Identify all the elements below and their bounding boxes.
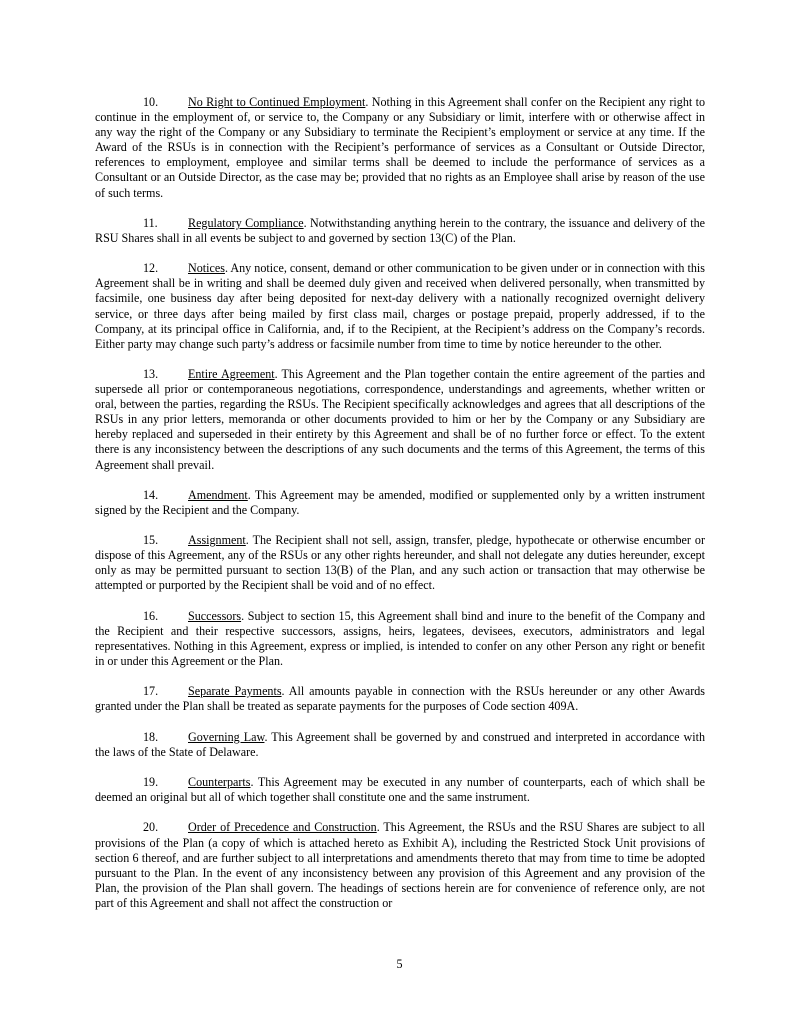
section-text: . The Recipient shall not sell, assign, transfer, pledge, hypothecate or otherwise encumber or dispose of this Agreement, any of the RSUs or any other rights hereunder, and shall not delegate any duties hereunder, except only as may be permitted pursuant to section 13(B) of the Plan, and any such action or transaction that may otherwise be attempted or purported by the Recipient shall be void and of no effect. [95, 533, 705, 593]
section-text: . This Agreement and the Plan together contain the entire agreement of the parties and supersede all prior or contemporaneous negotiations, correspondence, understandings and agreements, whether written or oral, between the parties, regarding the RSUs. The Recipient specifically acknowledges and agrees that all descriptions of the RSUs in any prior letters, memoranda or other documents provided to him or her by the Company or any Subsidiary are hereby replaced and superseded in their entirety by this Agreement and shall be of no further force or effect. To the extent there is any inconsistency between the descriptions of any such documents and the terms of this Agreement, the terms of this Agreement shall prevail. [95, 366, 705, 472]
section-heading: Regulatory Compliance [188, 215, 304, 230]
section-text: . Notwithstanding anything herein to the contrary, the issuance and delivery of the RSU Shares shall in all events be subject to and governed by section 13(C) of the Plan. [95, 215, 705, 245]
section-12 [95, 261, 705, 352]
section-17 [95, 684, 705, 714]
section-number: 14. [143, 487, 159, 502]
section-15 [95, 533, 705, 593]
section-number: 18. [143, 729, 159, 744]
section-text: . Any notice, consent, demand or other communication to be given under or in connection with this Agreement shall be in writing and shall be deemed duly given and received when delivered personally, when transmitted by facsimile, one business day after being deposited for next-day delivery with a nationally recognized overnight delivery service, or three days after being mailed by first class mail, charges or postage prepaid, properly addressed, if to the Company, at its principal office in California, and, if to the Recipient, at the Recipient’s address on the Company’s records. Either party may change such party’s address or facsimile number from time to time by notice hereunder to the other. [95, 261, 705, 351]
section-heading: Separate Payments [188, 684, 282, 699]
page-number: 5 [396, 957, 403, 971]
section-19 [95, 775, 705, 805]
section-number: 10. [143, 95, 159, 109]
section-11 [95, 216, 705, 246]
section-text: . This Agreement may be amended, modified or supplemented only by a written instrument signed by the Recipient and the Company. [95, 487, 705, 517]
section-text: . Nothing in this Agreement shall confer on the Recipient any right to continue in the employment of, or service to, the Company or any Subsidiary or limit, interfere with or otherwise affect in any way the right of the Company or any Subsidiary to terminate the Recipient’s employment or service at any time. If the Award of the RSUs is in connection with the Recipient’s performance of services as a Consultant or Outside Director, references to employment, employee and similar terms shall be deemed to include the performance of services as a Consultant or an Outside Director, as the case may be; provided that no rights as an Employee shall arise by reason of the use of such terms. [95, 95, 705, 200]
section-text: . This Agreement shall be governed by and construed and interpreted in accordance with the laws of the State of Delaware. [95, 729, 705, 759]
section-heading: Amendment [188, 487, 248, 502]
section-heading: Counterparts [188, 775, 251, 790]
section-heading: Governing Law [188, 729, 265, 744]
section-text: . Subject to section 15, this Agreement shall bind and inure to the benefit of the Company and the Recipient and their respective successors, assigns, heirs, legatees, devisees, executors, administrators and legal representatives. Nothing in this Agreement, express or implied, is intended to confer on any other Person any right or benefit in or under this Agreement or the Plan. [95, 608, 705, 669]
section-heading: Notices [188, 261, 225, 276]
section-text: . All amounts payable in connection with the RSUs hereunder or any other Awards granted under the Plan shall be treated as separate payments for the purposes of Code section 409A. [95, 684, 705, 714]
section-18 [95, 730, 705, 760]
section-number: 16. [143, 608, 159, 623]
section-number: 15. [143, 533, 159, 548]
section-number: 12. [143, 261, 159, 276]
section-number: 17. [143, 684, 159, 699]
section-number: 20. [143, 820, 159, 835]
section-10 [95, 95, 705, 201]
section-number: 13. [143, 366, 159, 381]
section-text: . This Agreement may be executed in any number of counterparts, each of which shall be deemed an original but all of which together shall constitute one and the same instrument. [95, 775, 705, 805]
document-body [95, 95, 705, 926]
section-heading: Successors [188, 608, 242, 623]
section-heading: No Right to Continued Employment [188, 95, 366, 109]
section-text: . This Agreement, the RSUs and the RSU Shares are subject to all provisions of the Plan (a copy of which is attached hereto as Exhibit A), including the Restricted Stock Unit provisions of section 6 thereof, and are further subject to all interpretations and amendments thereto that may from time to time be adopted pursuant to the Plan. In the event of any inconsistency between any provision of this Agreement and any provision of the Plan, the provision of the Plan shall govern. The headings of sections herein are for convenience of reference only, are not part of this Agreement and shall not affect the construction or [95, 820, 705, 910]
section-heading: Entire Agreement [188, 366, 275, 381]
section-20 [95, 820, 705, 911]
section-16 [95, 609, 705, 669]
section-13 [95, 367, 705, 473]
section-14 [95, 488, 705, 518]
section-number: 11. [143, 215, 158, 230]
section-number: 19. [143, 775, 159, 790]
section-heading: Order of Precedence and Construction [188, 820, 377, 835]
section-heading: Assignment [188, 533, 246, 548]
